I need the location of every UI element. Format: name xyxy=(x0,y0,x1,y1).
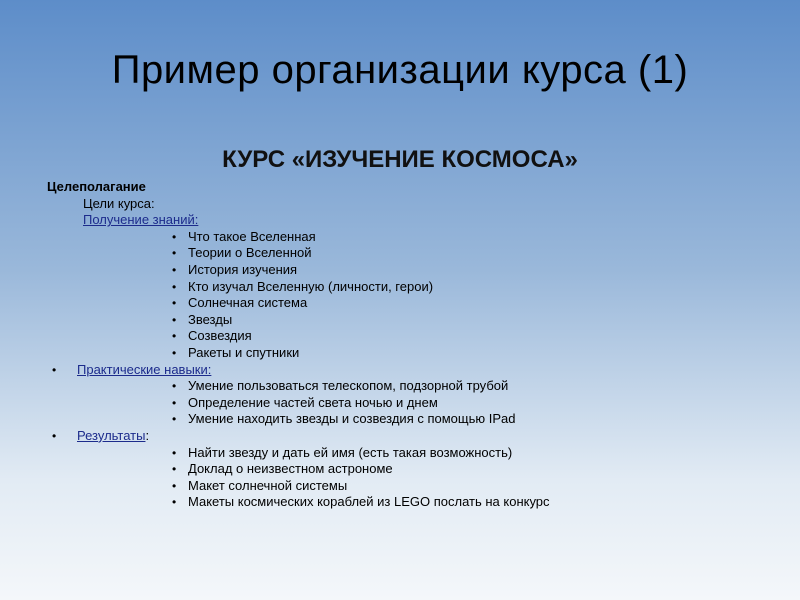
bullet-icon: • xyxy=(172,462,177,477)
results-line xyxy=(0,428,800,445)
list-item: • История изучения xyxy=(172,261,298,277)
slide-title: Пример организации курса (1) xyxy=(111,48,689,92)
list-item: • Теории о Вселенной xyxy=(172,245,312,261)
skills-line xyxy=(0,362,800,379)
skills-list xyxy=(0,378,800,428)
list-item: • Кто изучал Вселенную (личности, герои) xyxy=(172,278,434,294)
list-item: • Умение находить звезды и созвездия с помощью IPad xyxy=(172,411,516,427)
list-item: • Ракеты и спутники xyxy=(172,344,300,360)
slide-subtitle: КУРС «ИЗУЧЕНИЕ КОСМОСА» xyxy=(222,146,578,173)
list-item: • Солнечная система xyxy=(172,295,308,311)
goal-heading: Целеполагание xyxy=(47,179,146,194)
bullet-icon: • xyxy=(172,262,177,277)
knowledge-list xyxy=(0,229,800,362)
bullet-icon: • xyxy=(172,495,177,510)
goals-line xyxy=(0,196,800,213)
skills-label: Практические навыки: xyxy=(77,361,212,377)
list-item: • Доклад о неизвестном астрономе xyxy=(172,461,393,477)
bullet-icon: • xyxy=(172,229,177,244)
bullet-icon: • xyxy=(172,379,177,394)
knowledge-label: Получение знаний: xyxy=(83,212,199,228)
goals-label: Цели курса: xyxy=(83,195,155,211)
results-list xyxy=(0,445,800,511)
slide-content xyxy=(0,179,800,511)
bullet-icon: • xyxy=(172,296,177,311)
list-item: • Звезды xyxy=(172,311,233,327)
knowledge-line xyxy=(0,212,800,229)
list-item: • Определение частей света ночью и днем xyxy=(172,394,438,410)
list-item: • Созвездия xyxy=(172,328,252,344)
bullet-icon: • xyxy=(172,478,177,493)
bullet-icon: • xyxy=(52,362,57,377)
list-item: • Макет солнечной системы xyxy=(172,477,348,493)
list-item: • Найти звезду и дать ей имя (есть такая возможность) xyxy=(172,444,513,460)
bullet-icon: • xyxy=(172,312,177,327)
bullet-icon: • xyxy=(172,445,177,460)
bullet-icon: • xyxy=(172,412,177,427)
list-item: • Макеты космических кораблей из LEGO послать на конкурс xyxy=(172,494,550,510)
list-item: • Умение пользоваться телескопом, подзорной трубой xyxy=(172,378,509,394)
results-colon: : xyxy=(145,427,150,443)
bullet-icon: • xyxy=(172,345,177,360)
bullet-icon: • xyxy=(52,428,57,443)
list-item: • Что такое Вселенная xyxy=(172,228,316,244)
bullet-icon: • xyxy=(172,279,177,294)
goal-heading-line xyxy=(0,179,800,196)
results-label: Результаты xyxy=(77,427,146,443)
bullet-icon: • xyxy=(172,329,177,344)
bullet-icon: • xyxy=(172,395,177,410)
bullet-icon: • xyxy=(172,246,177,261)
